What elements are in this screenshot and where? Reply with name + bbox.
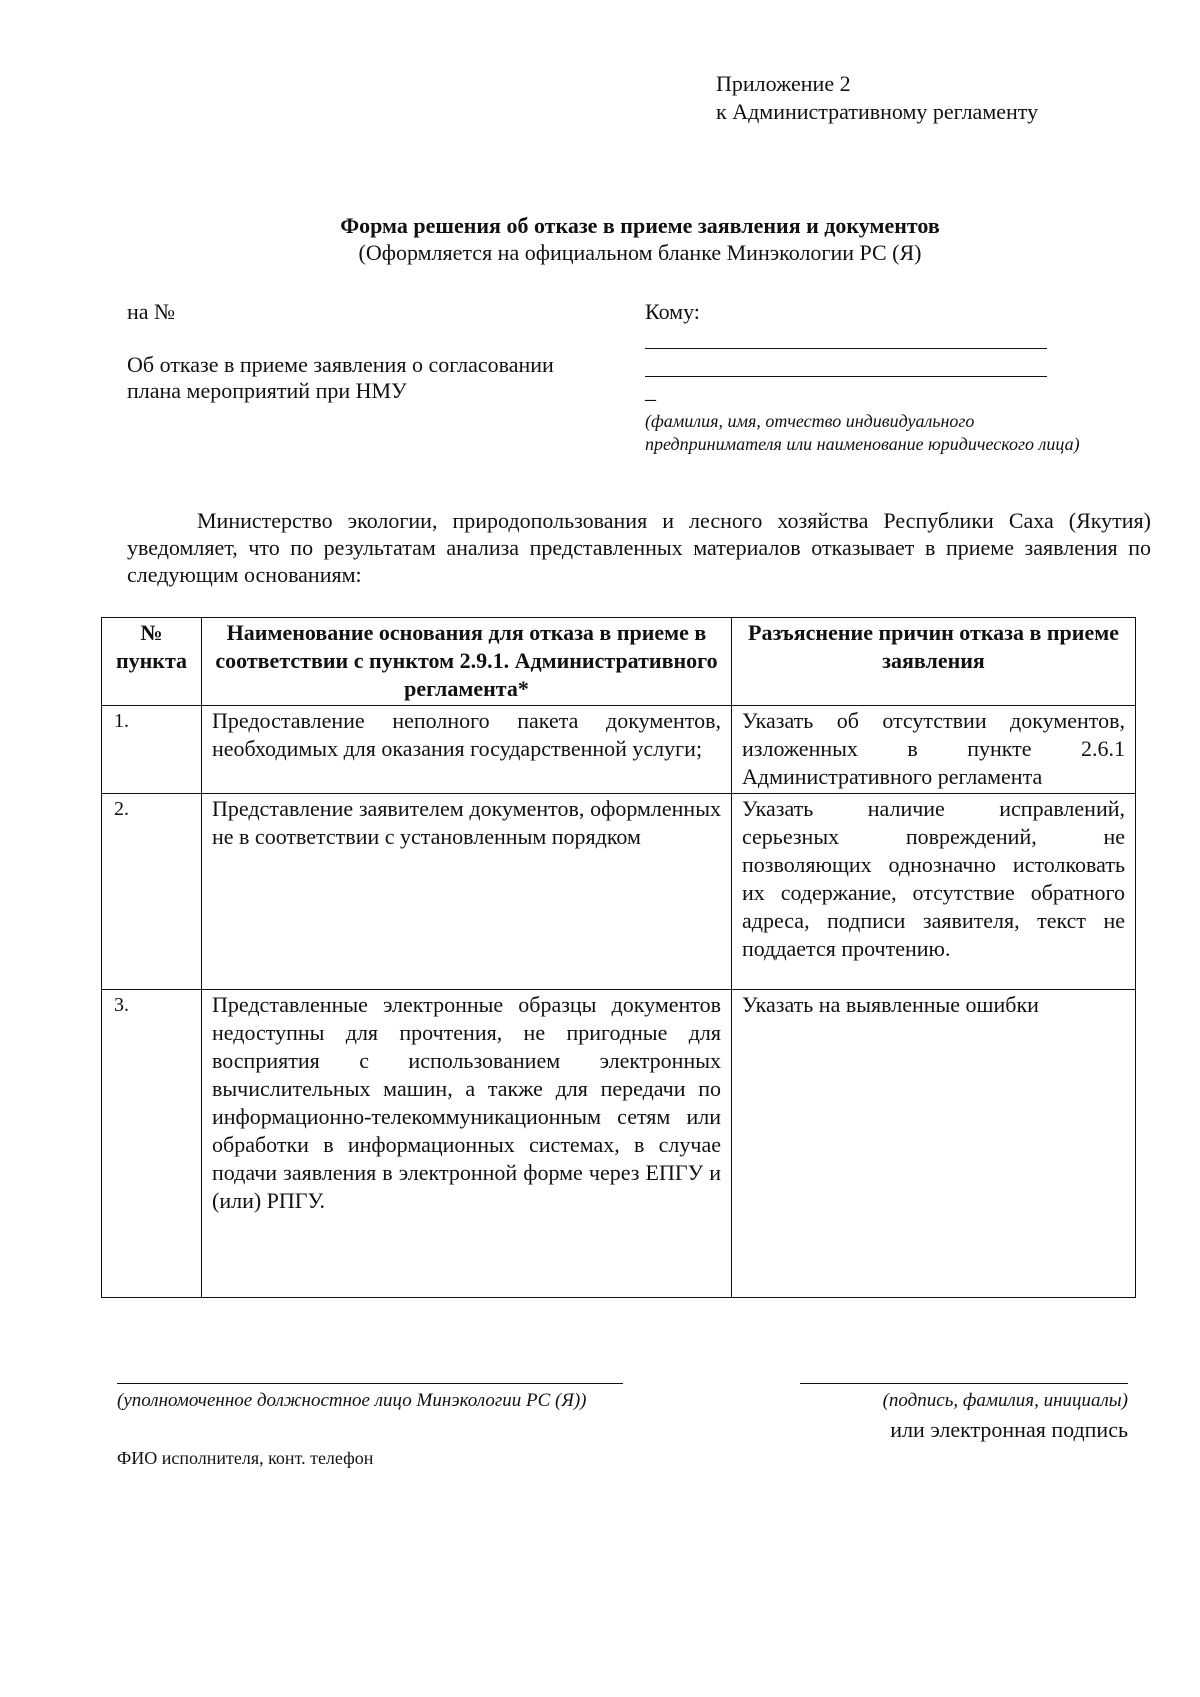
reference-number-label: на № [127, 299, 176, 324]
table-row [102, 794, 1136, 990]
subject-text [127, 352, 647, 404]
official-signature-line [117, 1383, 623, 1384]
executor-contact: ФИО исполнителя, конт. телефон [117, 1448, 374, 1468]
official-hint: (уполномоченное должностное лицо Минэкологии РС (Я)) [117, 1390, 587, 1411]
refusal-reasons-table [101, 617, 1136, 1298]
table-row [102, 706, 1136, 794]
row-reason: Представление заявителем документов, оформленных не в соответствии с установленным порядком [202, 794, 732, 990]
row-explanation: Указать на выявленные ошибки [732, 990, 1136, 1298]
subject-line-2: плана мероприятий при НМУ [127, 378, 407, 403]
recipient-line-1 [645, 348, 1047, 349]
form-subtitle: (Оформляется на официальном бланке Минэкологии РС (Я) [358, 240, 922, 265]
recipient-hint: (фамилия, имя, отчество индивидуального предпринимателя или наименование юридического лица) [645, 411, 1080, 454]
electronic-signature-note: или электронная подпись [890, 1417, 1128, 1442]
table-row [102, 990, 1136, 1298]
form-title: Форма решения об отказе в приеме заявления и документов [340, 213, 940, 238]
header-reason: Наименование основания для отказа в приеме в соответствии с пунктом 2.9.1. Административного регламента* [202, 618, 732, 706]
appendix-reference [716, 70, 1038, 126]
appendix-number: Приложение 2 [716, 71, 851, 96]
form-title-block [0, 212, 1200, 266]
row-number: 3. [102, 990, 202, 1298]
recipient-line-2 [645, 376, 1047, 377]
header-item-number: № пункта [102, 618, 202, 706]
header-explanation: Разъяснение причин отказа в приеме заявления [732, 618, 1136, 706]
signature-hint: (подпись, фамилия, инициалы) [882, 1390, 1128, 1411]
row-number: 1. [102, 706, 202, 794]
recipient-dash: _ [645, 378, 656, 403]
row-reason: Предоставление неполного пакета документов, необходимых для оказания государственной услуги; [202, 706, 732, 794]
recipient-label: Кому: [645, 299, 700, 324]
row-explanation: Указать наличие исправлений, серьезных повреждений, не позволяющих однозначно истолковать их содержание, отсутствие обратного адреса, подписи заявителя, текст не поддается прочтению. [732, 794, 1136, 990]
signature-line [800, 1383, 1128, 1384]
row-reason: Представленные электронные образцы документов недоступны для прочтения, не пригодные для восприятия с использованием электронных вычислительных машин, а также для передачи по информационно-телекоммуникационным сетям или обработки в информационных системах, в случае подачи заявления в электронной форме через ЕПГУ и (или) РПГУ. [202, 990, 732, 1298]
notice-paragraph [127, 507, 1151, 588]
row-number: 2. [102, 794, 202, 990]
row-explanation: Указать об отсутствии документов, изложенных в пункте 2.6.1 Административного регламента [732, 706, 1136, 794]
notice-text: Министерство экологии, природопользования и лесного хозяйства Республики Саха (Якутия) уведомляет, что по результатам анализа представленных материалов отказывает в приеме заявления по следующим основаниям: [127, 508, 1151, 587]
table-header-row [102, 618, 1136, 706]
appendix-regulation: к Административному регламенту [716, 99, 1039, 124]
subject-line-1: Об отказе в приеме заявления о согласовании [127, 352, 554, 377]
